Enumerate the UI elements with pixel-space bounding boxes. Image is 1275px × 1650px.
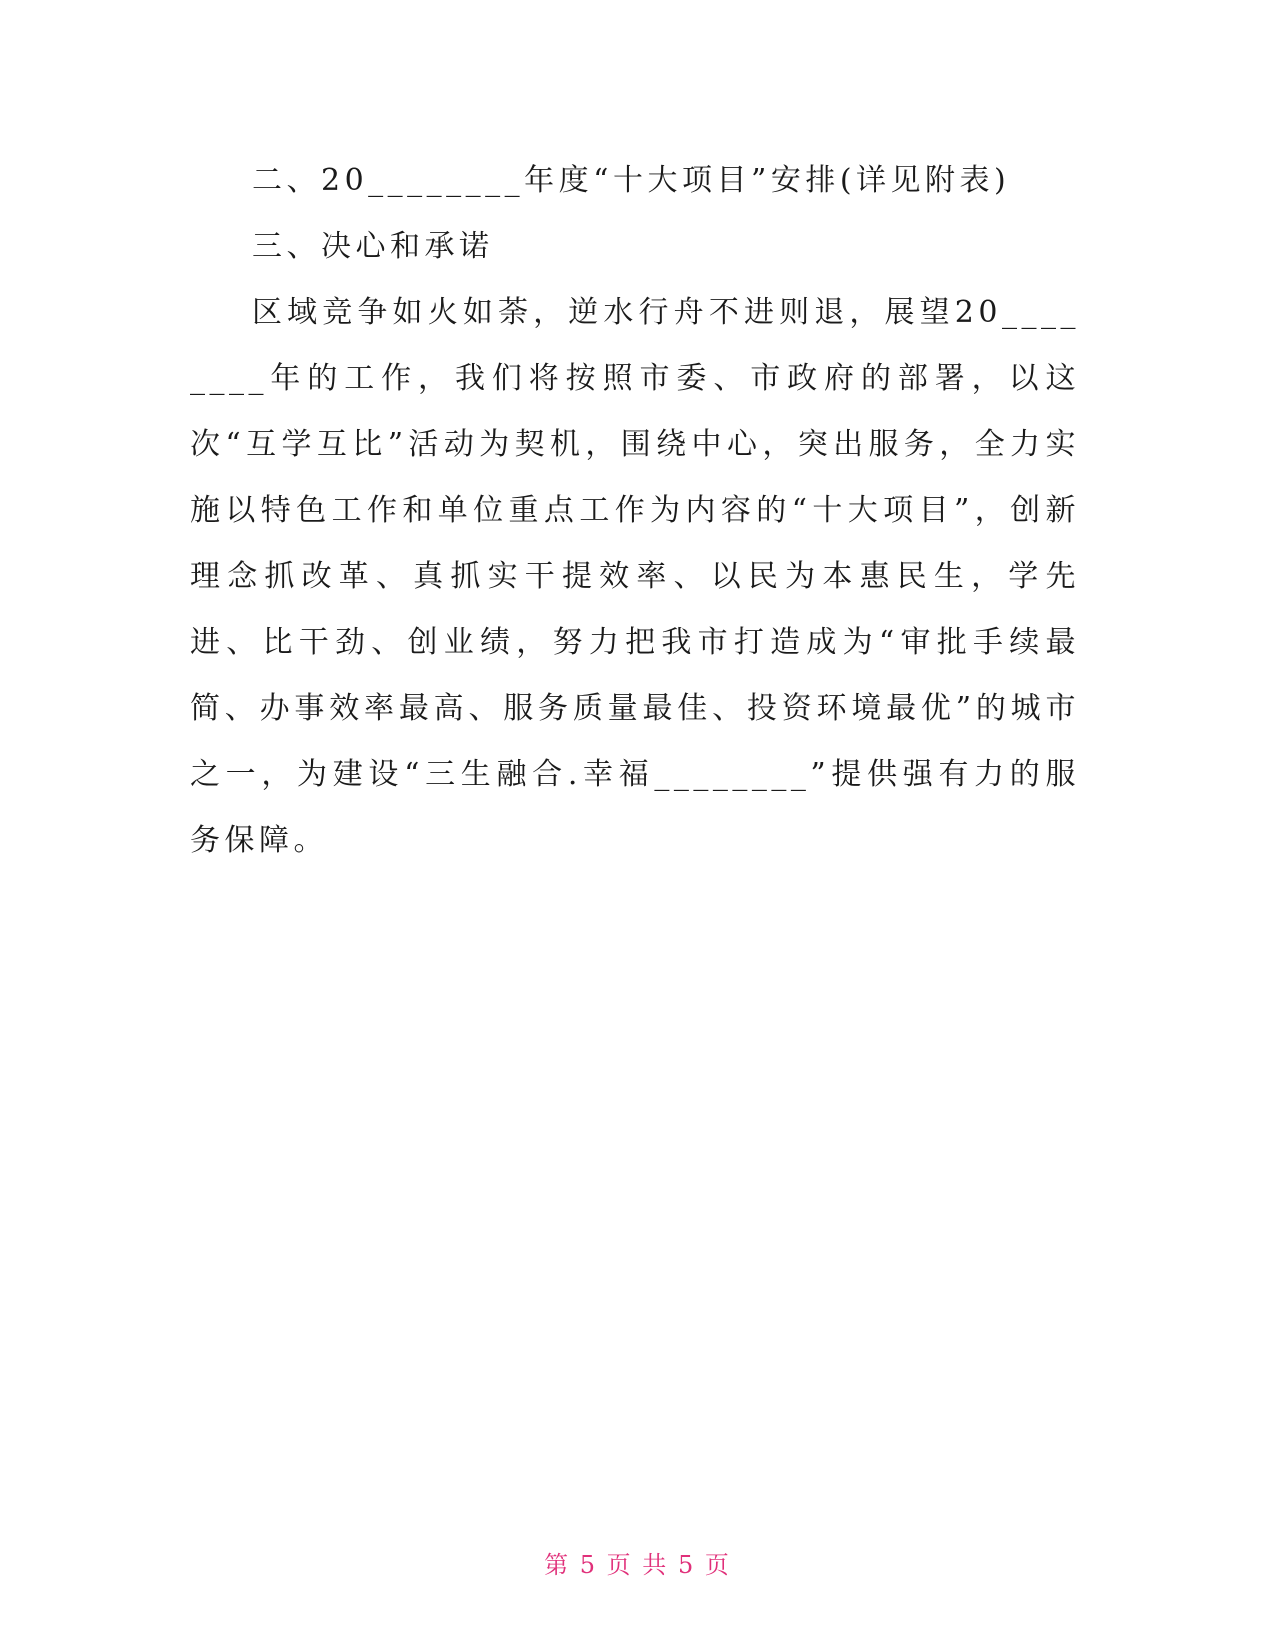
page-footer bbox=[0, 1545, 1275, 1580]
page-number-label: 第 5 页 共 5 页 bbox=[544, 1551, 731, 1579]
body-paragraph: 区域竞争如火如荼，逆水行舟不进则退，展望20________年的工作，我们将按照市委、市政府的部署，以这次“互学互比”活动为契机，围绕中心，突出服务，全力实施以特色工作和单位重点工作为内容的“十大项目”，创新理念抓改革、真抓实干提效率、以民为本惠民生，学先进、比干劲、创业绩，努力把我市打造成为“审批手续最简、办事效率最高、服务质量最佳、投资环境最优”的城市之一，为建设“三生融合.幸福________”提供强有力的服务保障。 bbox=[190, 295, 1080, 858]
document-body bbox=[190, 148, 1080, 874]
section-heading-two: 二、20________年度“十大项目”安排(详见附表) bbox=[252, 163, 1011, 198]
section-heading-three: 三、决心和承诺 bbox=[252, 229, 494, 264]
